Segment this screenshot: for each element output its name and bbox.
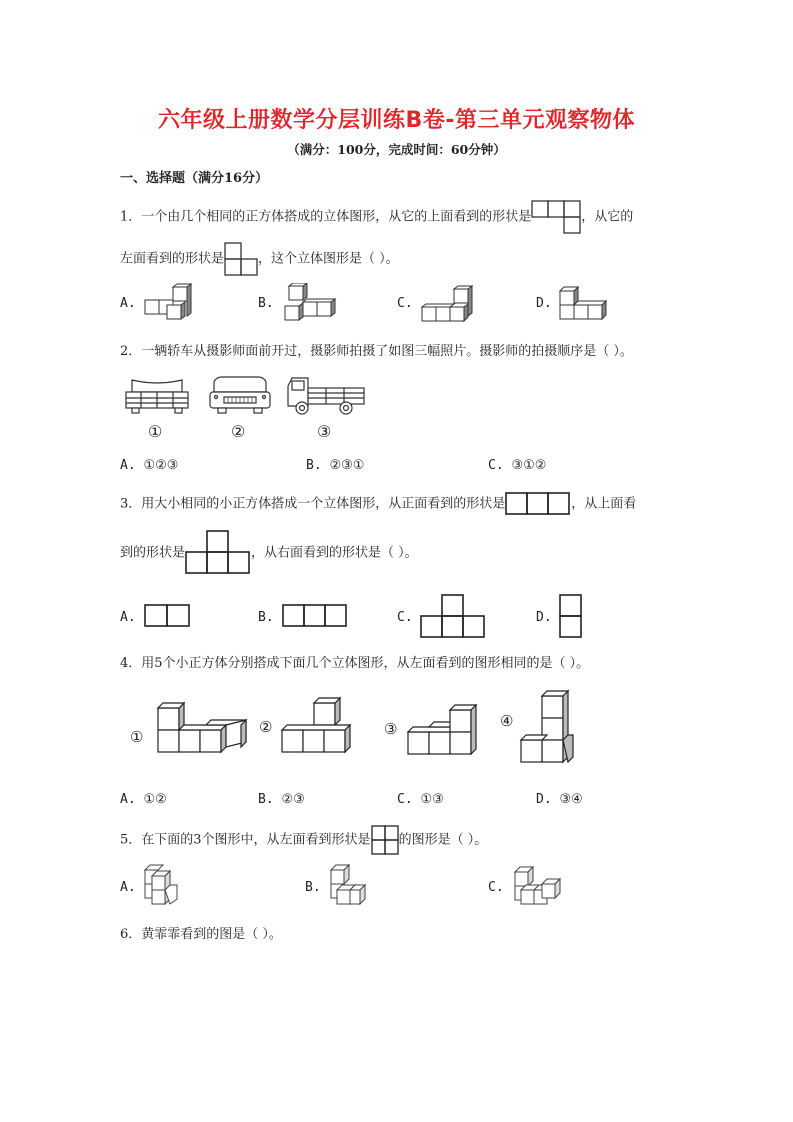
q4-figure-3-label: ③ [384, 720, 398, 738]
section-heading: 一、选择题（满分16分） [120, 171, 269, 186]
question-text: 左面看到的形状是 [120, 251, 225, 267]
question-3-line-1: 3．用大小相同的小正方体搭成一个立体图形，从正面看到的形状是 ，从上面看 [120, 492, 636, 516]
q5-option-c[interactable]: C. [488, 880, 504, 895]
question-6-text: 6．黄霏霏看到的图是（ ）。 [120, 927, 282, 942]
two-squares-horizontal-figure [144, 604, 190, 628]
question-4-text: 4．用5个小正方体分别搭成下面几个立体图形，从左面看到的图形相同的是（ ）。 [120, 656, 590, 671]
cube-figure-1 [152, 700, 248, 766]
front-view-figure [505, 492, 571, 516]
q5-option-a[interactable]: A. [120, 880, 136, 895]
q3-option-d[interactable]: D. [536, 610, 552, 625]
truck-rear-caption: ① [148, 422, 163, 441]
q5-cube-figure-b [328, 862, 370, 908]
left-view-2x2-figure [371, 825, 399, 855]
cube-stack-a-figure [143, 283, 195, 323]
q5-cube-figure-a [142, 862, 184, 908]
q5-cube-figure-c [512, 864, 568, 908]
q4-figure-2-label: ② [259, 718, 273, 736]
question-2-text: 2．一辆轿车从摄影师面前开过，摄影师拍摄了如图三幅照片。摄影师的拍摄顺序是（ ）。 [120, 344, 633, 359]
cube-figure-4 [518, 688, 588, 772]
truck-front-figure [208, 376, 272, 416]
truck-side-caption: ③ [317, 422, 332, 441]
truck-side-figure [286, 376, 366, 416]
cube-stack-d-figure [558, 283, 620, 325]
cube-stack-c-figure [420, 283, 482, 325]
question-5-text: 5．在下面的3个图形中，从左面看到形状是 的图形是（ ）。 [120, 825, 487, 855]
q1-option-d[interactable]: D. [536, 296, 552, 311]
q4-option-b[interactable]: B. ②③ [258, 792, 305, 807]
question-3-line-2: 到的形状是 ，从右面看到的形状是（ ）。 [120, 530, 418, 576]
q1-option-c[interactable]: C. [397, 296, 413, 311]
q2-option-b[interactable]: B. ②③① [306, 458, 365, 473]
question-1-line-2 [120, 242, 399, 276]
question-text: ，从它的 [581, 209, 634, 225]
cube-stack-b-figure [282, 283, 342, 325]
q4-figure-4-label: ④ [500, 712, 514, 730]
q5-option-b[interactable]: B. [305, 880, 321, 895]
q1-option-b[interactable]: B. [258, 296, 274, 311]
question-text: 一个由几个相同的正方体搭成的立体图形，从它的上面看到的形状是 [141, 209, 532, 225]
truck-rear-figure [124, 376, 190, 416]
three-squares-horizontal-figure [282, 604, 348, 628]
q4-option-a[interactable]: A. ①② [120, 792, 167, 807]
question-text: ，这个立体图形是（ ）。 [258, 251, 399, 267]
cube-figure-3 [406, 704, 490, 764]
q4-option-c[interactable]: C. ①③ [397, 792, 444, 807]
page-subtitle: （满分：100分，完成时间：60分钟） [287, 142, 506, 157]
q2-option-a[interactable]: A. ①②③ [120, 458, 179, 473]
q2-option-c[interactable]: C. ③①② [488, 458, 547, 473]
q4-option-d[interactable]: D. ③④ [536, 792, 583, 807]
page-title: 六年级上册数学分层训练B卷-第三单元观察物体 [158, 108, 635, 133]
top-view-figure [531, 200, 581, 234]
q1-option-a[interactable]: A. [120, 296, 136, 311]
q4-figure-1-label: ① [130, 728, 144, 746]
question-1-line-1 [120, 200, 633, 234]
two-squares-vertical-figure [559, 594, 583, 640]
q3-option-b[interactable]: B. [258, 610, 274, 625]
cube-figure-2 [280, 694, 364, 764]
q3-option-c[interactable]: C. [397, 610, 413, 625]
question-number: 1． [120, 209, 142, 225]
top-view-figure [185, 530, 251, 576]
truck-front-caption: ② [231, 422, 246, 441]
q3-option-a[interactable]: A. [120, 610, 136, 625]
t-shape-four-squares-figure [420, 594, 486, 640]
left-view-figure [224, 242, 258, 276]
